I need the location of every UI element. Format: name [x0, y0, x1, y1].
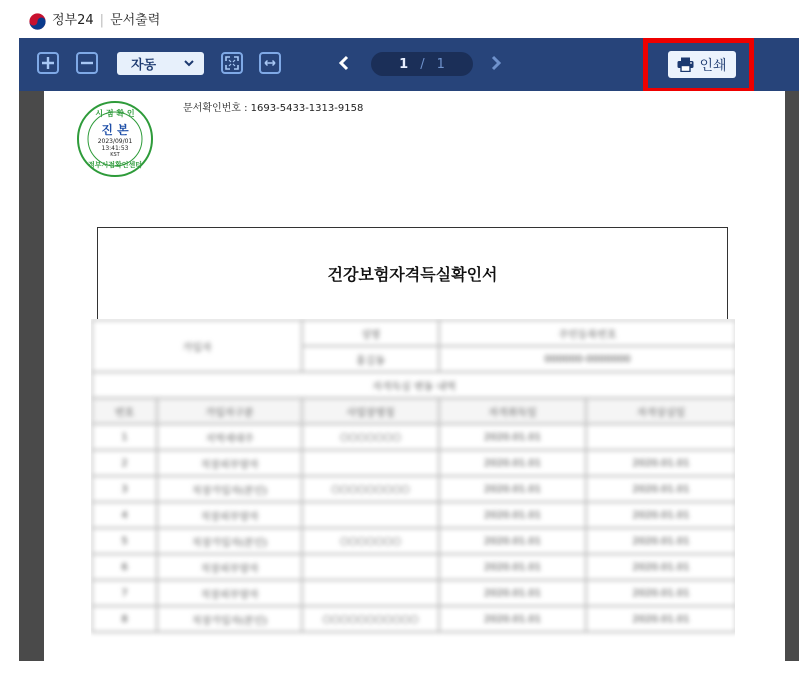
fit-width-icon [263, 56, 277, 70]
column-header: 번호 [92, 398, 157, 424]
table-cell: 2020.01.01 [439, 450, 586, 476]
app-name: 정부24 [52, 13, 94, 28]
coverage-history-table [91, 319, 735, 661]
app-titlebar [0, 0, 810, 38]
chevron-down-icon [184, 54, 194, 72]
table-cell [586, 424, 735, 450]
table-cell: 직장가입자(본인) [157, 528, 302, 554]
table-cell: 2020.01.01 [586, 580, 735, 606]
viewer-toolbar [19, 38, 799, 91]
section-header: 자격득실 변동 내역 [92, 372, 735, 398]
page-separator: / [420, 56, 425, 72]
table-row [92, 606, 735, 632]
table-cell: 3 [92, 476, 157, 502]
seal-time: 13:41:53 [101, 145, 129, 152]
table-cell: 6 [92, 554, 157, 580]
zoom-value: 자동 [131, 58, 157, 73]
chevron-left-icon [337, 50, 351, 76]
column-header: 자격취득일 [439, 398, 586, 424]
table-cell: 2020.01.01 [439, 606, 586, 632]
title-divider: | [99, 13, 105, 28]
table-cell: 1 [92, 424, 157, 450]
seal-zone: KST [110, 152, 120, 158]
seal-bottom-text: 정부시점확인센터 [87, 161, 143, 169]
app-subtitle: 문서출력 [110, 13, 161, 28]
table-cell: 2020.01.01 [439, 424, 586, 450]
table-cell: 홍길동 [302, 346, 439, 372]
table-cell: 2 [92, 450, 157, 476]
next-page-button[interactable] [489, 50, 503, 82]
table-cell: 성명 [302, 320, 439, 346]
table-cell: ○○○○○○○ [302, 424, 439, 450]
table-cell: 주민등록번호 [439, 320, 735, 346]
table-row [92, 450, 735, 476]
current-page-input[interactable]: 1 [399, 56, 409, 72]
table-cell: 2020.01.01 [439, 554, 586, 580]
table-cell: 2020.01.01 [439, 502, 586, 528]
government-logo-icon [29, 13, 46, 30]
document-page [44, 91, 785, 661]
zoom-in-button[interactable] [37, 52, 59, 74]
table-cell: 2020.01.01 [586, 606, 735, 632]
table-cell: 2020.01.01 [586, 502, 735, 528]
zoom-out-button[interactable] [76, 52, 98, 74]
table-cell: ○○○○○○○○○ [302, 476, 439, 502]
table-cell: 직장피부양자 [157, 580, 302, 606]
previous-page-button[interactable] [337, 50, 351, 82]
column-header: 사업장명칭 [302, 398, 439, 424]
table-cell: 5 [92, 528, 157, 554]
printer-icon [677, 57, 694, 72]
table-cell: 지역세대주 [157, 424, 302, 450]
table-cell: 000000-0000000 [439, 346, 735, 372]
table-cell: 2020.01.01 [439, 476, 586, 502]
table-cell: 직장피부양자 [157, 554, 302, 580]
fit-page-button[interactable] [221, 52, 243, 74]
table-cell: 2020.01.01 [439, 580, 586, 606]
blurred-table [91, 319, 735, 633]
table-row [92, 372, 735, 398]
document-viewer[interactable] [19, 91, 799, 661]
column-header: 가입자구분 [157, 398, 302, 424]
document-title-text: 건강보험자격득실확인서 [327, 265, 498, 284]
table-cell [302, 450, 439, 476]
table-cell: 8 [92, 606, 157, 632]
table-cell: 2020.01.01 [586, 450, 735, 476]
zoom-select[interactable] [117, 52, 204, 75]
page-indicator [371, 52, 473, 76]
table-header-row [92, 398, 735, 424]
seal-top-text: 시 점 확 인 [95, 109, 135, 118]
table-row [92, 424, 735, 450]
table-cell: ○○○○○○○ [302, 528, 439, 554]
table-cell: 2020.01.01 [586, 528, 735, 554]
fit-page-icon [225, 56, 239, 70]
plus-icon [41, 56, 55, 70]
table-row [92, 528, 735, 554]
table-cell: 직장가입자(본인) [157, 476, 302, 502]
table-row [92, 320, 735, 346]
total-pages: 1 [436, 56, 445, 72]
table-cell: 4 [92, 502, 157, 528]
table-cell: 2020.01.01 [586, 554, 735, 580]
chevron-right-icon [489, 50, 503, 76]
document-confirmation-number: 문서확인번호 : 1693-5433-1313-9158 [183, 103, 364, 114]
table-cell [302, 580, 439, 606]
print-button[interactable] [668, 51, 736, 78]
document-title [97, 227, 728, 319]
table-cell: 직장피부양자 [157, 502, 302, 528]
table-cell: 2020.01.01 [586, 476, 735, 502]
table-cell: 2020.01.01 [439, 528, 586, 554]
column-header: 자격상실일 [586, 398, 735, 424]
table-cell: 직장가입자(본인) [157, 606, 302, 632]
table-cell: 직장피부양자 [157, 450, 302, 476]
table-row [92, 502, 735, 528]
table-row [92, 476, 735, 502]
verification-seal-stamp [76, 100, 154, 178]
fit-width-button[interactable] [259, 52, 281, 74]
print-label: 인쇄 [699, 57, 727, 74]
table-cell [302, 502, 439, 528]
table-row [92, 580, 735, 606]
seal-date: 2023/09/01 [97, 138, 133, 145]
table-cell: 가입자 [92, 320, 302, 372]
app-title [52, 11, 160, 31]
table-cell: 7 [92, 580, 157, 606]
minus-icon [80, 56, 94, 70]
table-cell [302, 554, 439, 580]
seal-center-text: 진 본 [101, 123, 129, 137]
table-row [92, 554, 735, 580]
table-cell: ○○○○○○○○○○○ [302, 606, 439, 632]
